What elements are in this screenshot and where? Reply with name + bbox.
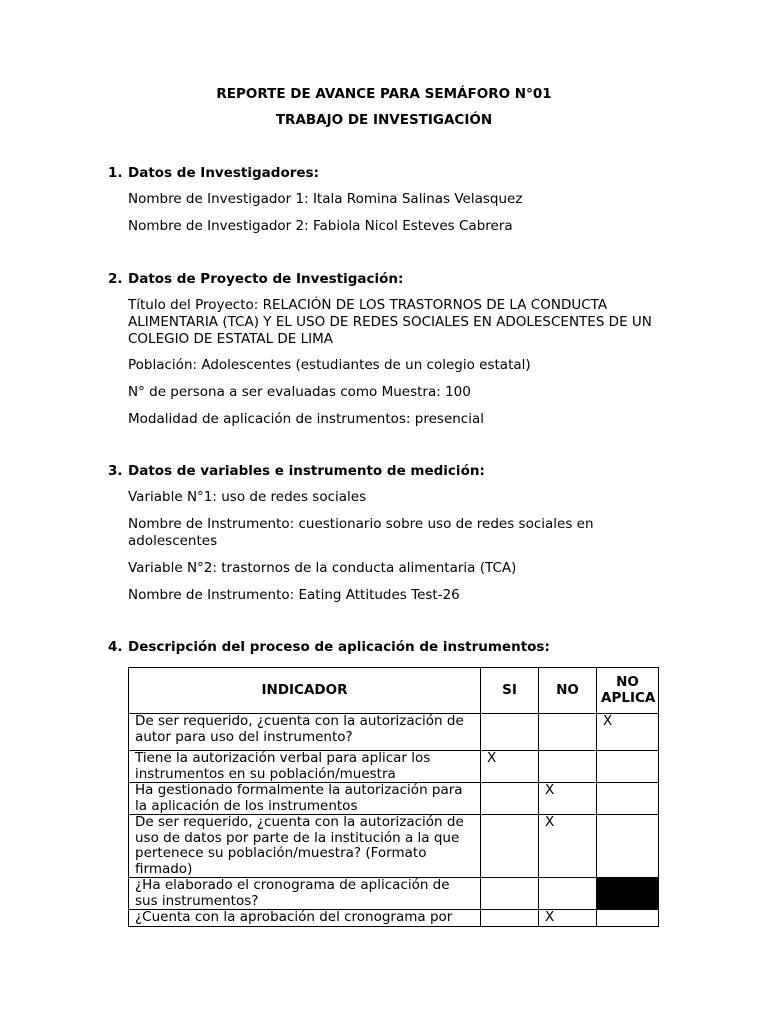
header-no-aplica: NO APLICA <box>597 668 659 714</box>
na-cell <box>597 815 659 878</box>
si-cell: X <box>481 751 539 783</box>
project-title: Título del Proyecto: RELACIÓN DE LOS TRASTORNOS DE LA CONDUCTA ALIMENTARIA (TCA) Y EL USO DE REDES SOCIALES EN ADOLESCENTES DE UN COLEGIO DE ESTATAL DE LIMA <box>128 297 652 347</box>
na-cell: X <box>597 714 659 751</box>
na-cell <box>597 783 659 815</box>
table-row <box>129 751 659 783</box>
no-cell: X <box>539 783 597 815</box>
si-cell <box>481 815 539 878</box>
no-cell <box>539 878 597 910</box>
section-title: Datos de Proyecto de Investigación: <box>128 271 404 287</box>
instrument-1: Nombre de Instrumento: cuestionario sobre uso de redes sociales en adolescentes <box>128 516 594 549</box>
no-cell: X <box>539 910 597 927</box>
section-title: Datos de Investigadores: <box>128 165 319 181</box>
header-no: NO <box>539 668 597 714</box>
investigator-2: Nombre de Investigador 2: Fabiola Nicol Esteves Cabrera <box>128 218 513 234</box>
variable-2: Variable N°2: trastornos de la conducta alimentaria (TCA) <box>128 560 517 576</box>
si-cell <box>481 714 539 751</box>
table-row <box>129 714 659 751</box>
section-number: 1. <box>108 165 123 181</box>
section-title: Datos de variables e instrumento de medición: <box>128 463 485 479</box>
no-cell: X <box>539 815 597 878</box>
section-3-heading <box>108 463 485 479</box>
investigator-1: Nombre de Investigador 1: Itala Romina Salinas Velasquez <box>128 191 523 207</box>
report-title: REPORTE DE AVANCE PARA SEMÁFORO N°01 <box>216 86 552 102</box>
variable-1: Variable N°1: uso de redes sociales <box>128 489 367 505</box>
instrument-2: Nombre de Instrumento: Eating Attitudes Test-26 <box>128 587 460 603</box>
table-row <box>129 878 659 910</box>
si-cell <box>481 910 539 927</box>
na-cell <box>597 910 659 927</box>
header-si: SI <box>481 668 539 714</box>
section-number: 3. <box>108 463 123 479</box>
indicator-cell: De ser requerido, ¿cuenta con la autorización de uso de datos por parte de la institución a la que pertenece su población/muestra? (Formato firmado) <box>129 815 481 878</box>
indicator-cell: Tiene la autorización verbal para aplicar los instrumentos en su población/muestra <box>129 751 481 783</box>
table-row <box>129 910 659 927</box>
section-title: Descripción del proceso de aplicación de instrumentos: <box>128 639 550 655</box>
indicator-cell: De ser requerido, ¿cuenta con la autorización de autor para uso del instrumento? <box>129 714 481 751</box>
section-number: 4. <box>108 639 123 655</box>
project-modality: Modalidad de aplicación de instrumentos: presencial <box>128 411 485 427</box>
section-1-heading <box>108 165 319 181</box>
section-2-heading <box>108 271 403 287</box>
project-sample: N° de persona a ser evaluadas como Muestra: 100 <box>128 384 471 400</box>
table-row <box>129 815 659 878</box>
section-4-heading <box>108 639 550 655</box>
si-cell <box>481 783 539 815</box>
no-cell <box>539 751 597 783</box>
indicator-cell: ¿Ha elaborado el cronograma de aplicación de sus instrumentos? <box>129 878 481 910</box>
na-cell <box>597 751 659 783</box>
header-indicador: INDICADOR <box>129 668 481 714</box>
table-row <box>129 783 659 815</box>
na-cell-shaded <box>597 878 659 910</box>
project-population: Población: Adolescentes (estudiantes de un colegio estatal) <box>128 357 531 373</box>
indicator-cell: Ha gestionado formalmente la autorización para la aplicación de los instrumentos <box>129 783 481 815</box>
indicator-table <box>128 667 659 927</box>
section-number: 2. <box>108 271 123 287</box>
report-subtitle: TRABAJO DE INVESTIGACIÓN <box>275 112 493 128</box>
si-cell <box>481 878 539 910</box>
no-cell <box>539 714 597 751</box>
table-header-row <box>129 668 659 714</box>
indicator-cell: ¿Cuenta con la aprobación del cronograma por <box>129 910 481 927</box>
